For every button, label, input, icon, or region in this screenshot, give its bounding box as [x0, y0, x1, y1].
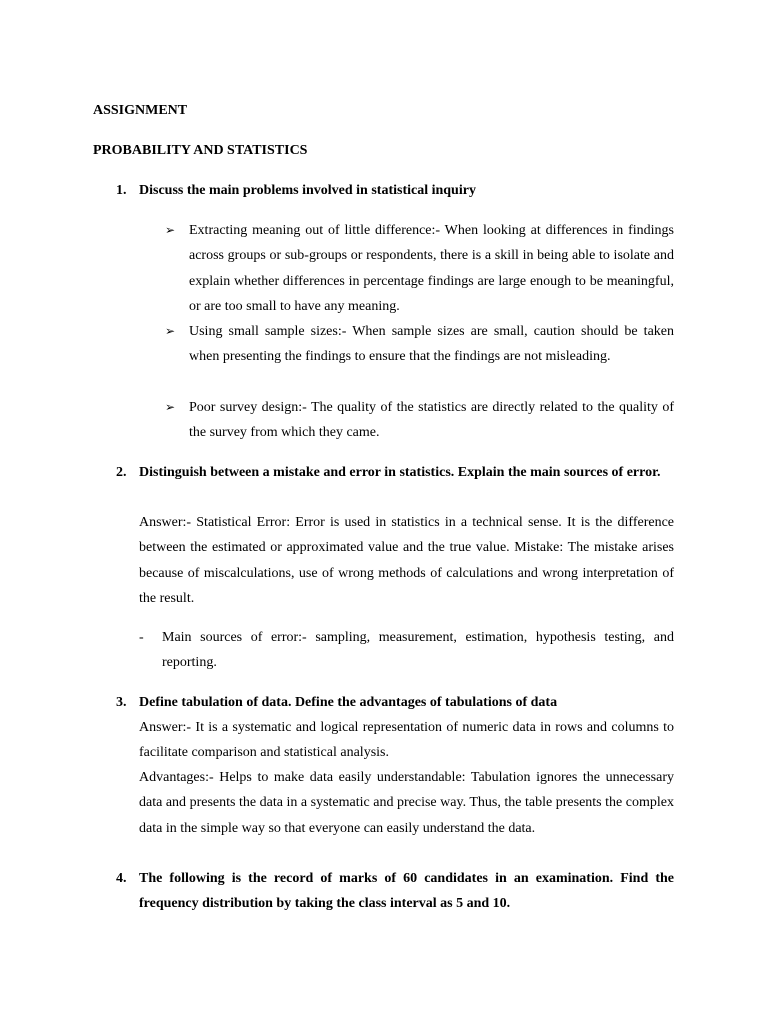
arrow-bullet-icon: ➢: [165, 324, 176, 338]
arrow-bullet-icon: ➢: [165, 400, 176, 414]
question-1-bullet-3: Poor survey design:- The quality of the statistics are directly related to the quality of the survey from which they came.: [189, 400, 674, 441]
question-2-text: Distinguish between a mistake and error in statistics. Explain the main sources of error.: [139, 465, 661, 480]
question-2-sources: Main sources of error:- sampling, measurement, estimation, hypothesis testing, and reporting.: [162, 630, 674, 671]
question-1-bullet-1: Extracting meaning out of little difference:- When looking at differences in findings across groups or sub-groups or respondents, there is a skill in being able to isolate and explain whether differences in percentage findings are large enough to be meaningful, or are too small to have any meaning.: [189, 223, 674, 314]
arrow-bullet-icon: ➢: [165, 223, 176, 237]
question-3-answer: Answer:- It is a systematic and logical representation of numeric data in rows and columns to facilitate comparison and statistical analysis.: [139, 720, 674, 761]
question-4-number: 4.: [116, 871, 127, 886]
question-4-text: The following is the record of marks of 60 candidates in an examination. Find the frequency distribution by taking the class interval as 5 and 10.: [139, 871, 674, 912]
question-1-bullet-2: Using small sample sizes:- When sample sizes are small, caution should be taken when presenting the findings to ensure that the findings are not misleading.: [189, 324, 674, 365]
question-1-text: Discuss the main problems involved in statistical inquiry: [139, 183, 476, 198]
document-subject: PROBABILITY AND STATISTICS: [93, 143, 308, 158]
question-3-text: Define tabulation of data. Define the advantages of tabulations of data: [139, 695, 558, 710]
question-2-answer: Answer:- Statistical Error: Error is used in statistics in a technical sense. It is the difference between the estimated or approximated value and the true value. Mistake: The mistake arises because of miscalculations, use of wrong methods of calculations and wrong interpretation of the result.: [139, 515, 674, 606]
question-3-advantages: Advantages:- Helps to make data easily understandable: Tabulation ignores the unnecessary data and presents the data in a systematic and precise way. Thus, the table presents the complex data in the simple way so that everyone can easily understand the data.: [139, 770, 674, 836]
question-3-number: 3.: [116, 695, 127, 710]
question-2-number: 2.: [116, 465, 127, 480]
document-title: ASSIGNMENT: [93, 103, 188, 118]
question-1-number: 1.: [116, 183, 127, 198]
dash-bullet: -: [139, 630, 144, 645]
